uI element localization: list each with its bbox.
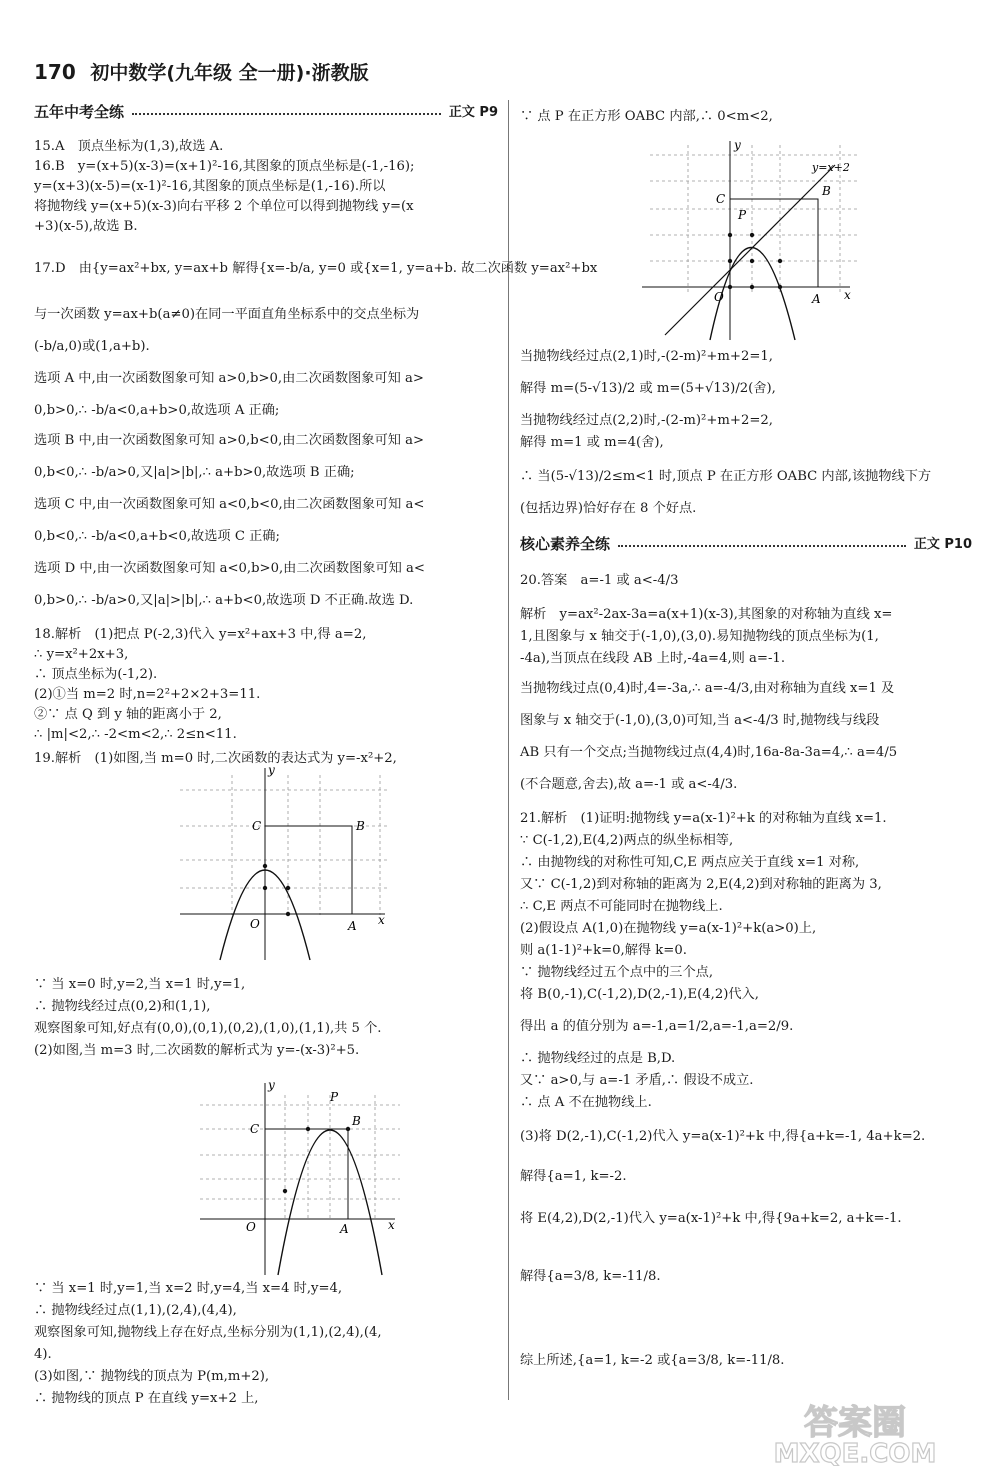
text-line: ∴ C,E 两点不可能同时在抛物线上. — [520, 899, 723, 914]
watermark-bottom: MXQE.COM — [773, 1439, 937, 1466]
text-line: AB 只有一个交点;当抛物线过点(4,4)时,16a-8a-3a=4,∴ a=4/5 — [520, 745, 898, 760]
watermark-logo — [720, 1398, 990, 1466]
text-line: 0,b<0,∴ -b/a<0,a+b<0,故选项 C 正确; — [34, 529, 280, 544]
text-line: +3)(x-5),故选 B. — [34, 219, 138, 234]
text-line: 观察图象可知,好点有(0,0),(0,1),(0,2),(1,0),(1,1),共 5 个. — [34, 1021, 382, 1036]
text-line: 解析 y=ax²-2ax-3a=a(x+1)(x-3),其图象的对称轴为直线 x= — [520, 607, 893, 622]
text-line: (2)如图,当 m=3 时,二次函数的解析式为 y=-(x-3)²+5. — [34, 1043, 360, 1058]
good-point — [346, 1127, 350, 1131]
figure-graph-m0 — [170, 760, 400, 970]
figure-graph-oabc — [640, 135, 870, 350]
watermark-top: 答案圈 — [804, 1403, 906, 1443]
text-line: 0,b>0,∴ -b/a>0,又|a|>|b|,∴ a+b<0,故选项 D 不正确.故选 D. — [34, 593, 414, 608]
text-line: 解得 m=(5-√13)/2 或 m=(5+√13)/2(舍), — [520, 381, 776, 396]
point-a-label: A — [348, 919, 357, 933]
text-line: 21.解析 (1)证明:抛物线 y=a(x-1)²+k 的对称轴为直线 x=1. — [520, 811, 887, 826]
point-b-label: B — [352, 1114, 361, 1128]
text-line: 与一次函数 y=ax+b(a≠0)在同一平面直角坐标系中的交点坐标为 — [34, 307, 420, 322]
text-line: (3)如图,∵ 抛物线的顶点为 P(m,m+2), — [34, 1369, 270, 1384]
text-line: (-b/a,0)或(1,a+b). — [34, 339, 150, 354]
line-y-x-plus-2 — [665, 165, 835, 335]
text-line: 得出 a 的值分别为 a=-1,a=1/2,a=-1,a=2/9. — [520, 1019, 794, 1034]
text-line: ∴ 当(5-√13)/2≤m<1 时,顶点 P 在正方形 OABC 内部,该抛物线下方 — [520, 469, 932, 484]
text-line: ∵ 抛物线经过五个点中的三个点, — [520, 965, 714, 980]
text-line: y=(x+3)(x-5)=(x-1)²-16,其图象的顶点坐标是(1,-16).所以 — [34, 179, 386, 194]
point-p-label: P — [330, 1090, 339, 1104]
text-line: (包括边界)恰好存在 8 个好点. — [520, 501, 697, 516]
text-line: 解得 m=1 或 m=4(舍), — [520, 435, 664, 450]
text-line: 又∵ C(-1,2)到对称轴的距离为 2,E(4,2)到对称轴的距离为 3, — [520, 877, 882, 892]
text-line: 1,且图象与 x 轴交于(-1,0),(3,0).易知抛物线的顶点坐标为(1, — [520, 629, 879, 644]
text-line: ∴ 顶点坐标为(-1,2). — [34, 667, 158, 682]
point-a-label: A — [340, 1222, 349, 1236]
text-line: ∵ 当 x=0 时,y=2,当 x=1 时,y=1, — [34, 977, 246, 992]
text-line: ∴ y=x²+2x+3, — [34, 647, 129, 662]
text-line: 则 a(1-1)²+k=0,解得 k=0. — [520, 943, 687, 958]
point-b-label: B — [356, 819, 365, 833]
text-line: 20.答案 a=-1 或 a<-4/3 — [520, 573, 679, 588]
text-line: (不合题意,舍去),故 a=-1 或 a<-4/3. — [520, 777, 738, 792]
good-point — [263, 864, 267, 868]
text-line: 选项 A 中,由一次函数图象可知 a>0,b>0,由二次函数图象可知 a> — [34, 371, 424, 386]
text-line: 17.D 由{y=ax²+bx, y=ax+b 解得{x=-b/a, y=0 或{x=1, y=a+b. 故二次函数 y=ax²+bx — [34, 261, 598, 276]
section-title: 五年中考全练 — [34, 102, 125, 121]
y-axis-label: y — [734, 138, 741, 152]
page-header — [34, 58, 369, 85]
point-c-label: C — [252, 819, 262, 833]
text-line: ∴ 抛物线经过点(1,1),(2,4),(4,4), — [34, 1303, 237, 1318]
y-axis-label: y — [268, 763, 275, 777]
grid-lines — [200, 1095, 400, 1220]
section-header-core — [520, 532, 972, 556]
grid-lines — [180, 775, 390, 915]
point-c-label: C — [250, 1122, 260, 1136]
page-number: 170 — [34, 60, 76, 84]
section-header-five-year — [34, 100, 498, 124]
y-axis-label: y — [268, 1078, 275, 1092]
text-line: 将 E(4,2),D(2,-1)代入 y=a(x-1)²+k 中,得{9a+k=2, a+k=-1. — [520, 1211, 902, 1226]
text-line: 当抛物线经过点(2,1)时,-(2-m)²+m+2=1, — [520, 349, 773, 364]
dotted-leader — [618, 545, 906, 547]
text-line: (2)假设点 A(1,0)在抛物线 y=a(x-1)²+k(a>0)上, — [520, 921, 817, 936]
point-a-label: A — [812, 292, 821, 306]
text-line: 选项 B 中,由一次函数图象可知 a>0,b<0,由二次函数图象可知 a> — [34, 433, 425, 448]
good-point — [286, 886, 290, 890]
x-axis-label: x — [378, 913, 385, 927]
text-line: 综上所述,{a=1, k=-2 或{a=3/8, k=-11/8. — [520, 1353, 785, 1368]
section-ref: 正文 P10 — [913, 536, 972, 552]
text-line: ∴ 点 A 不在抛物线上. — [520, 1095, 652, 1110]
text-line: 又∵ a>0,与 a=-1 矛盾,∴ 假设不成立. — [520, 1073, 754, 1088]
text-line: 选项 D 中,由一次函数图象可知 a<0,b>0,由二次函数图象可知 a< — [34, 561, 425, 576]
dotted-leader — [132, 113, 441, 115]
text-line: 将 B(0,-1),C(-1,2),D(2,-1),E(4,2)代入, — [520, 987, 759, 1002]
section-title: 核心素养全练 — [520, 534, 611, 553]
point-b-label: B — [822, 184, 831, 198]
text-line: 当抛物线经过点(2,2)时,-(2-m)²+m+2=2, — [520, 413, 773, 428]
text-line: ∴ 抛物线经过点(0,2)和(1,1), — [34, 999, 211, 1014]
text-line: 16.B y=(x+5)(x-3)=(x+1)²-16,其图象的顶点坐标是(-1,-16); — [34, 159, 415, 174]
text-line: -4a),当顶点在线段 AB 上时,-4a=4,则 a=-1. — [520, 651, 786, 666]
text-line: ∴ 抛物线经过的点是 B,D. — [520, 1051, 676, 1066]
point-c-label: C — [716, 192, 726, 206]
good-point — [306, 1127, 310, 1131]
text-line: ∴ 由抛物线的对称性可知,C,E 两点应关于直线 x=1 对称, — [520, 855, 860, 870]
figure-graph-m3 — [190, 1075, 410, 1285]
text-line: 解得{a=3/8, k=-11/8. — [520, 1269, 661, 1284]
section-ref: 正文 P9 — [448, 104, 498, 120]
text-line: 选项 C 中,由一次函数图象可知 a<0,b<0,由二次函数图象可知 a< — [34, 497, 425, 512]
good-point — [263, 886, 267, 890]
text-line: ∴ |m|<2,∴ -2<m<2,∴ 2≤n<11. — [34, 727, 237, 742]
origin-label: O — [250, 917, 260, 931]
text-line: ∵ 点 P 在正方形 OABC 内部,∴ 0<m<2, — [520, 109, 773, 124]
text-line: 4). — [34, 1347, 52, 1362]
origin-label: O — [714, 290, 724, 304]
text-line: (3)将 D(2,-1),C(-1,2)代入 y=a(x-1)²+k 中,得{a+k=-1, 4a+k=2. — [520, 1129, 926, 1144]
text-line: ②∵ 点 Q 到 y 轴的距离小于 2, — [34, 707, 222, 722]
text-line: ∴ 抛物线的顶点 P 在直线 y=x+2 上, — [34, 1391, 259, 1406]
text-line: 图象与 x 轴交于(-1,0),(3,0)可知,当 a<-4/3 时,抛物线与线段 — [520, 713, 880, 728]
line-label: y=x+2 — [812, 161, 850, 174]
text-line: 0,b>0,∴ -b/a<0,a+b>0,故选项 A 正确; — [34, 403, 280, 418]
text-line: ∵ 当 x=1 时,y=1,当 x=2 时,y=4,当 x=4 时,y=4, — [34, 1281, 343, 1296]
book-title: 初中数学(九年级 全一册)·浙教版 — [90, 62, 369, 84]
text-line: ∵ C(-1,2),E(4,2)两点的纵坐标相等, — [520, 833, 734, 848]
text-line: 19.解析 (1)如图,当 m=0 时,二次函数的表达式为 y=-x²+2, — [34, 751, 397, 766]
origin-label: O — [246, 1220, 256, 1234]
text-line: 18.解析 (1)把点 P(-2,3)代入 y=x²+ax+3 中,得 a=2, — [34, 627, 367, 642]
text-line: 解得{a=1, k=-2. — [520, 1169, 627, 1184]
text-line: 当抛物线过点(0,4)时,4=-3a,∴ a=-4/3,由对称轴为直线 x=1 及 — [520, 681, 895, 696]
x-axis-label: x — [844, 288, 851, 302]
point-p-label: P — [738, 208, 747, 222]
text-line: (2)①当 m=2 时,n=2²+2×2+3=11. — [34, 687, 261, 702]
square-oabc — [265, 1129, 348, 1219]
text-line: 0,b<0,∴ -b/a>0,又|a|>|b|,∴ a+b>0,故选项 B 正确; — [34, 465, 355, 480]
text-line: 将抛物线 y=(x+5)(x-3)向右平移 2 个单位可以得到抛物线 y=(x — [34, 199, 414, 214]
text-line: 观察图象可知,抛物线上存在好点,坐标分别为(1,1),(2,4),(4, — [34, 1325, 382, 1340]
square-oabc — [265, 826, 352, 914]
good-point — [286, 912, 290, 916]
text-line: 15.A 顶点坐标为(1,3),故选 A. — [34, 139, 224, 154]
good-point — [283, 1189, 287, 1193]
x-axis-label: x — [388, 1218, 395, 1232]
column-divider — [508, 100, 509, 1400]
